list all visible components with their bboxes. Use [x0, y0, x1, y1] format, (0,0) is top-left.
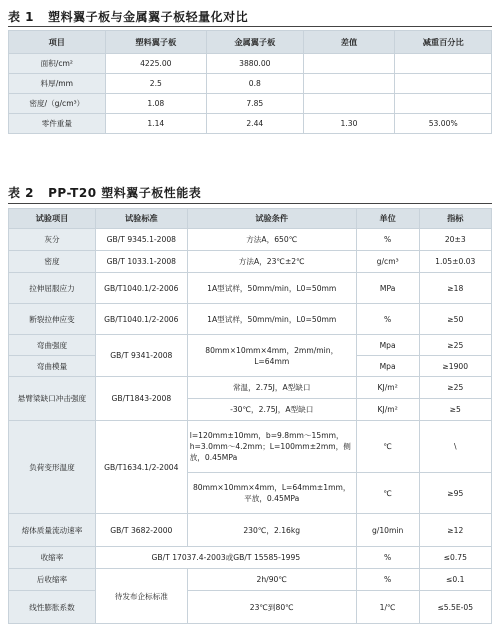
table2-cell: 230℃，2.16kg [187, 514, 356, 547]
table2-cell: ≥5 [419, 399, 491, 421]
table2-cell: \ [419, 421, 491, 473]
table1-cell: 0.8 [207, 74, 304, 94]
table2-cell: 80mm×10mm×4mm，2mm/min，L=64mm [187, 335, 356, 377]
table1-cell: 3880.00 [207, 54, 304, 74]
table1-cell [303, 54, 395, 74]
table2-cell: ≤0.75 [419, 547, 491, 569]
table-row [9, 273, 492, 304]
table2-cell: 20±3 [419, 229, 491, 251]
table2-cell: g/cm³ [356, 251, 419, 273]
table1-cell: 面积/cm² [9, 54, 106, 74]
table2-cell: -30℃，2.75J，A型缺口 [187, 399, 356, 421]
table-row [9, 421, 492, 473]
table2-cell: l=120mm±10mm，b=9.8mm～15mm，h=3.0mm～4.2mm；L=100mm±2mm，侧放，0.45MPa [187, 421, 356, 473]
table2-cell: 23℃到80℃ [187, 591, 356, 624]
table2-cell: 悬臂梁缺口冲击强度 [9, 377, 96, 421]
table-row [9, 74, 492, 94]
table2-caption-title: PP-T20 塑料翼子板性能表 [48, 186, 202, 200]
table1-cell: 零件重量 [9, 114, 106, 134]
table2-cell: 断裂拉伸应变 [9, 304, 96, 335]
table2-header: 试验标准 [95, 209, 187, 229]
table2-cell: 后收缩率 [9, 569, 96, 591]
table2 [8, 208, 492, 624]
table2-cell: GB/T1040.1/2-2006 [95, 273, 187, 304]
table2-cell: ≥25 [419, 377, 491, 399]
table2-caption [8, 184, 201, 201]
table2-cell: 80mm×10mm×4mm，L=64mm±1mm，平放，0.45MPa [187, 473, 356, 514]
table1-cell [395, 54, 492, 74]
table2-cell: 弯曲强度 [9, 335, 96, 356]
table1-cell: 7.85 [207, 94, 304, 114]
table1-caption [8, 8, 248, 25]
table2-cell: % [356, 304, 419, 335]
table1-header-row [9, 31, 492, 54]
table1-caption-number: 表 1 [8, 10, 35, 24]
table2-cell: ≥12 [419, 514, 491, 547]
table2-cell: 密度 [9, 251, 96, 273]
table2-cell: 方法A，650℃ [187, 229, 356, 251]
table-row [9, 304, 492, 335]
table1-header: 金属翼子板 [207, 31, 304, 54]
table1-cell [303, 94, 395, 114]
table1-caption-title: 塑料翼子板与金属翼子板轻量化对比 [48, 10, 249, 24]
table1-cell: 1.08 [105, 94, 206, 114]
table-row [9, 54, 492, 74]
table2-cell: 线性膨胀系数 [9, 591, 96, 624]
table2-header: 试验项目 [9, 209, 96, 229]
table2-cell: GB/T 17037.4-2003或GB/T 15585-1995 [95, 547, 356, 569]
table2-cell: 2h/90℃ [187, 569, 356, 591]
table2-top-rule [8, 203, 492, 204]
table2-cell: KJ/m² [356, 377, 419, 399]
table2-cell: GB/T 1033.1-2008 [95, 251, 187, 273]
table1-cell: 1.30 [303, 114, 395, 134]
table2-cell: GB/T1040.1/2-2006 [95, 304, 187, 335]
table1-cell: 料厚/mm [9, 74, 106, 94]
table1-cell: 2.44 [207, 114, 304, 134]
table2-header: 单位 [356, 209, 419, 229]
table2-cell: ℃ [356, 421, 419, 473]
table2-cell: 弯曲模量 [9, 356, 96, 377]
table2-cell: GB/T1634.1/2-2004 [95, 421, 187, 514]
table1-cell [303, 74, 395, 94]
table2-header: 指标 [419, 209, 491, 229]
table2-cell: 灰分 [9, 229, 96, 251]
table2-cell: 收缩率 [9, 547, 96, 569]
table-row [9, 547, 492, 569]
table2-cell: GB/T1843-2008 [95, 377, 187, 421]
table2-cell: ℃ [356, 473, 419, 514]
table2-cell: GB/T 9345.1-2008 [95, 229, 187, 251]
table2-cell: 1/℃ [356, 591, 419, 624]
table2-header: 试验条件 [187, 209, 356, 229]
table2-cell: ≤0.1 [419, 569, 491, 591]
table2-header-row [9, 209, 492, 229]
table1-header: 减重百分比 [395, 31, 492, 54]
table2-cell: % [356, 547, 419, 569]
table-row [9, 251, 492, 273]
table2-cell: 1A型试样，50mm/min，L0=50mm [187, 273, 356, 304]
table2-cell: 常温，2.75J，A型缺口 [187, 377, 356, 399]
table2-cell: 熔体质量流动速率 [9, 514, 96, 547]
table2-cell: 方法A，23℃±2℃ [187, 251, 356, 273]
table2-cell: Mpa [356, 335, 419, 356]
table1-cell: 1.14 [105, 114, 206, 134]
table2-cell: ≥25 [419, 335, 491, 356]
table-row [9, 229, 492, 251]
table1-cell: 53.00% [395, 114, 492, 134]
table2-cell: Mpa [356, 356, 419, 377]
table1-cell [395, 94, 492, 114]
table2-cell: GB/T 9341-2008 [95, 335, 187, 377]
table1-cell: 密度/（g/cm³） [9, 94, 106, 114]
table2-cell: 待发布企标标准 [95, 569, 187, 624]
table-row [9, 94, 492, 114]
table2-cell: ≥18 [419, 273, 491, 304]
table2-cell: GB/T 3682-2000 [95, 514, 187, 547]
table2-cell: ≥95 [419, 473, 491, 514]
table2-cell: % [356, 569, 419, 591]
table2-cell: ≥1900 [419, 356, 491, 377]
table1-header: 差值 [303, 31, 395, 54]
table-row [9, 114, 492, 134]
table2-cell: 负荷变形温度 [9, 421, 96, 514]
table-row [9, 514, 492, 547]
table1-top-rule [8, 26, 492, 27]
table2-cell: g/10min [356, 514, 419, 547]
table2-cell: ≥50 [419, 304, 491, 335]
table-row [9, 569, 492, 591]
table-row [9, 377, 492, 399]
table2-cell: % [356, 229, 419, 251]
table1 [8, 30, 492, 134]
table2-cell: MPa [356, 273, 419, 304]
table2-cell: ≤5.5E-05 [419, 591, 491, 624]
table2-cell: KJ/m² [356, 399, 419, 421]
table2-cell: 拉伸屈服应力 [9, 273, 96, 304]
table2-cell: 1.05±0.03 [419, 251, 491, 273]
table1-cell: 2.5 [105, 74, 206, 94]
table2-cell: 1A型试样，50mm/min，L0=50mm [187, 304, 356, 335]
table2-caption-number: 表 2 [8, 186, 35, 200]
table1-cell [395, 74, 492, 94]
table-row [9, 335, 492, 356]
table1-header: 塑料翼子板 [105, 31, 206, 54]
table1-cell: 4225.00 [105, 54, 206, 74]
table1-header: 项目 [9, 31, 106, 54]
table-row [9, 591, 492, 624]
